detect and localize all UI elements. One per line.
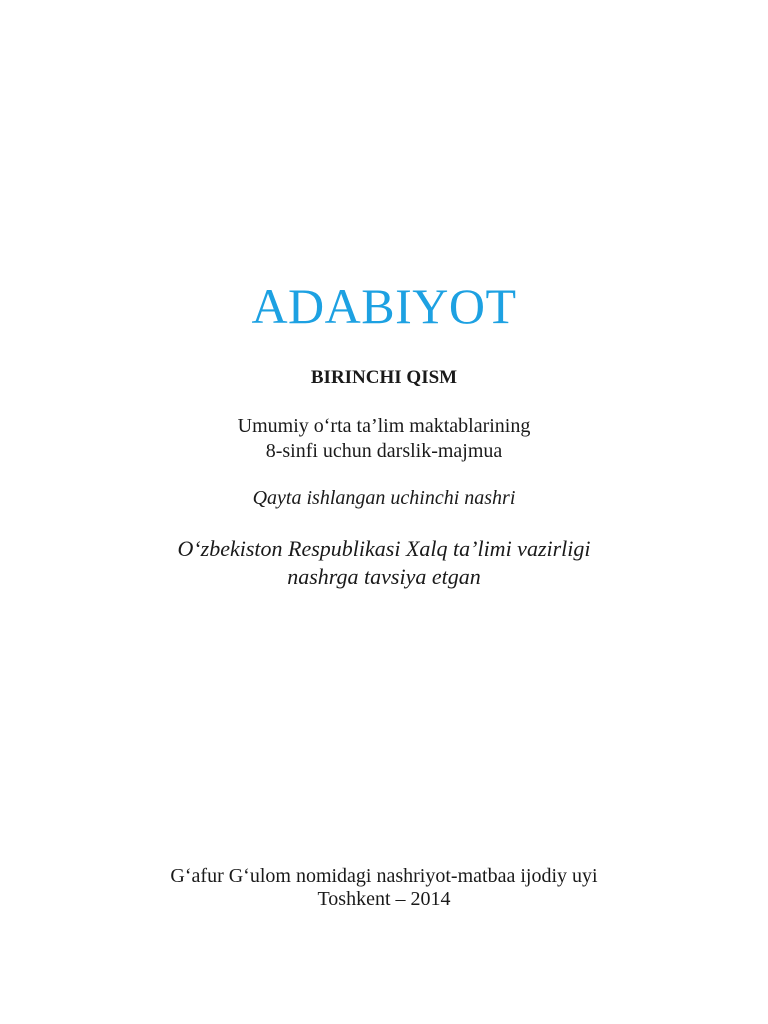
part-label: BIRINCHI QISM	[310, 367, 458, 388]
publisher-name: G‘afur G‘ulom nomidagi nashriyot-matbaa ijodiy uyi	[170, 865, 598, 887]
place-and-year: Toshkent – 2014	[317, 888, 451, 910]
recommendation-line-2: nashrga tavsiya etgan	[287, 564, 481, 589]
book-title: ADABIYOT	[251, 278, 517, 334]
edition-note: Qayta ishlangan uchinchi nashri	[252, 487, 516, 509]
description-line-2: 8-sinfi uchun darslik-majmua	[265, 440, 503, 462]
description-line-1: Umumiy o‘rta ta’lim maktablarining	[237, 415, 531, 437]
recommendation-line-1: O‘zbekiston Respublikasi Xalq ta’limi vazirligi	[177, 536, 591, 561]
